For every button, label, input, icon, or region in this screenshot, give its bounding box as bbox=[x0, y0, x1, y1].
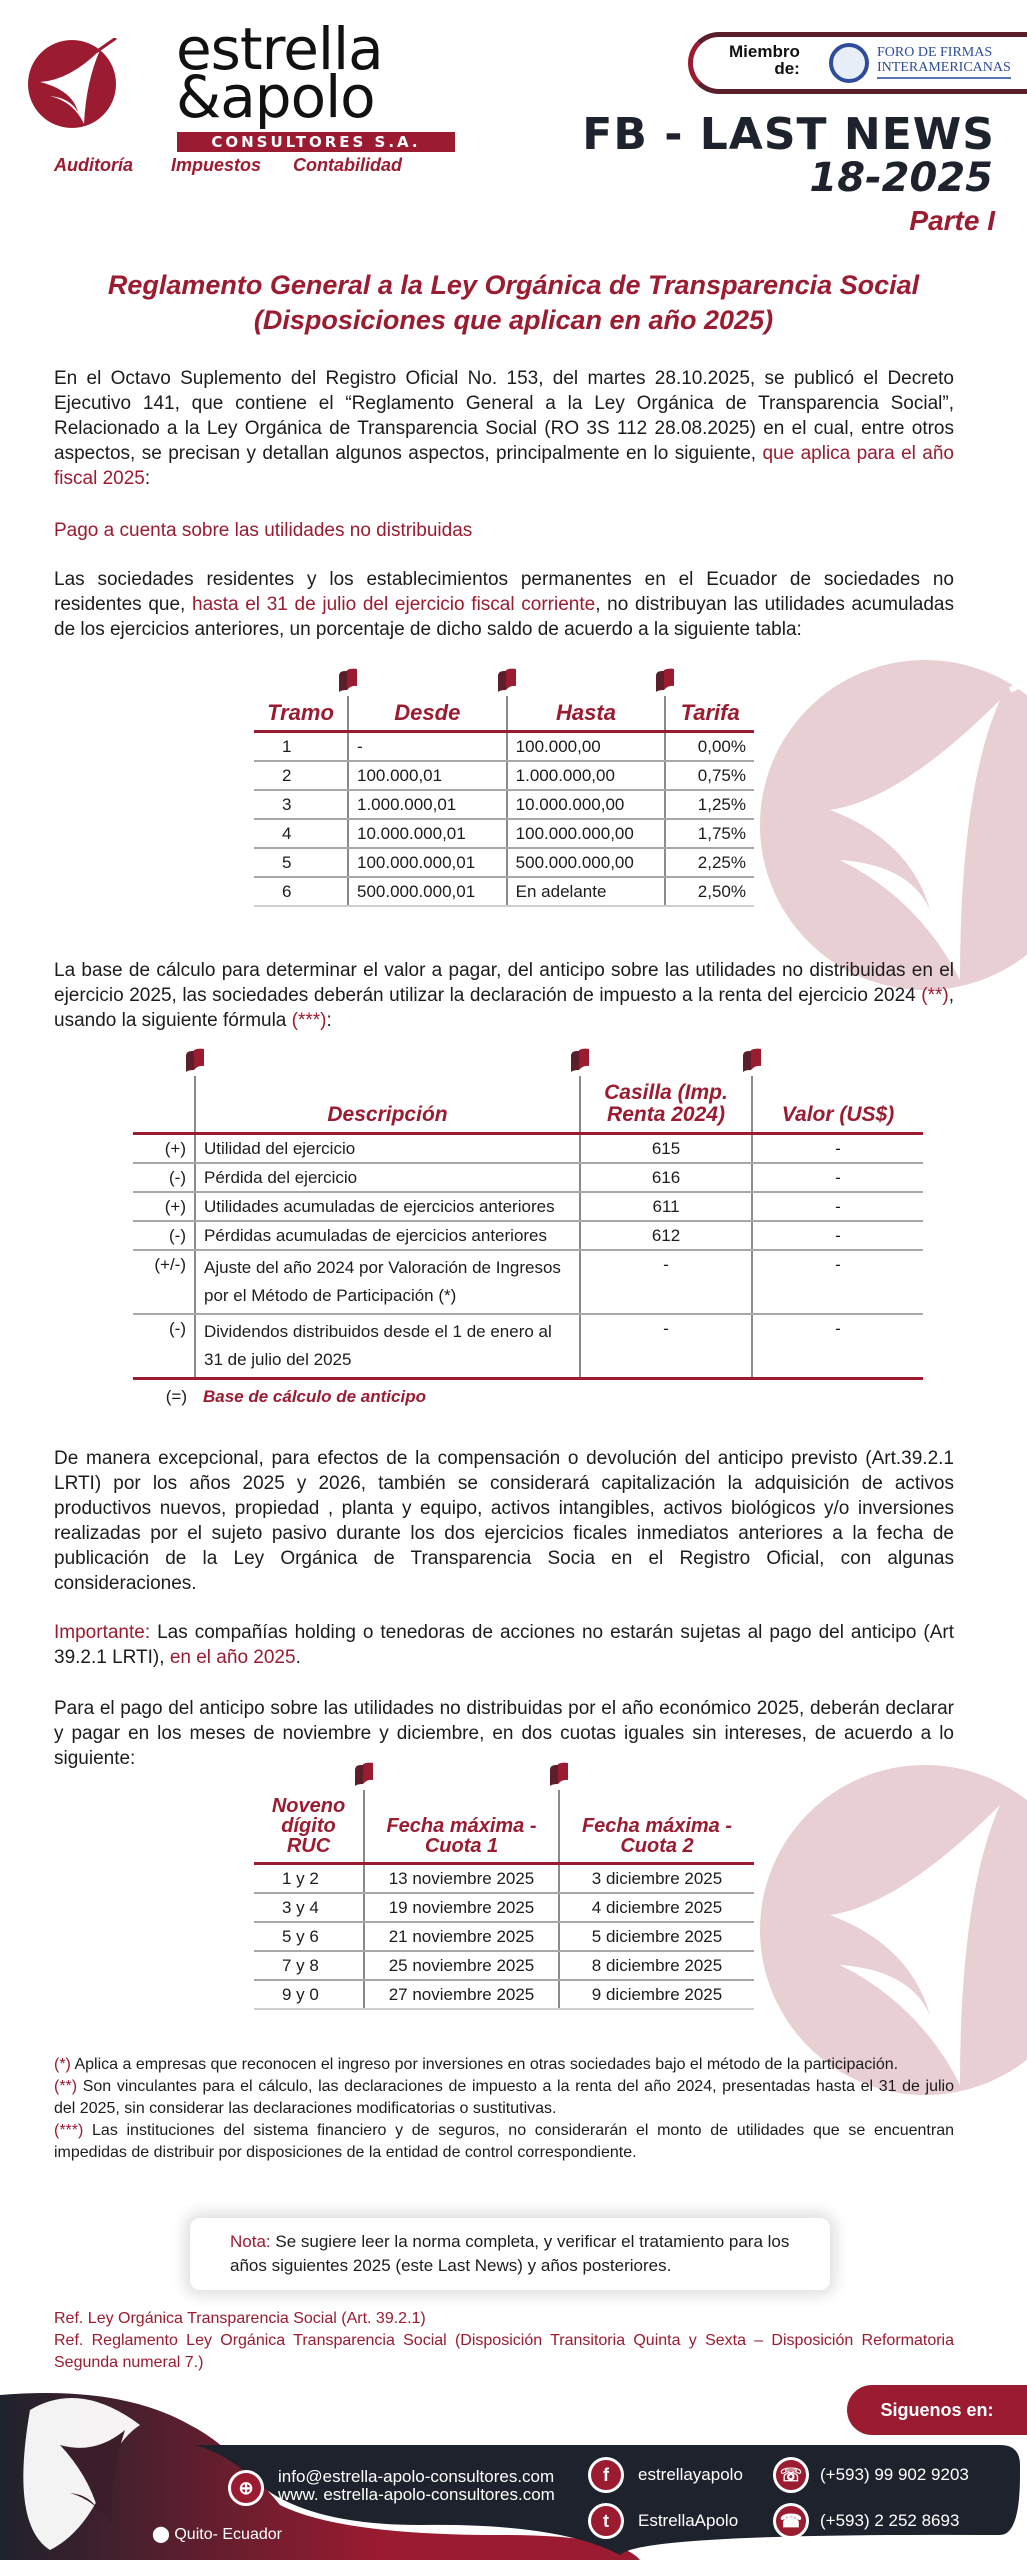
newsletter-title: FB - LAST NEWS bbox=[582, 109, 995, 160]
brand-subtitle: CONSULTORES S.A. bbox=[177, 132, 455, 152]
exceptional-paragraph: De manera excepcional, para efectos de la compensación o devolución del anticipo previsto (Art.39.2.1 LRTI) por los años 2025 y 2026, también se considerará capitalización la adquisición de activos productivos nuevos, propiedad , planta y equipo, activos intangibles, activos biológicos y/o inversiones realizadas por el sujeto pasivo durante los dos ejercicios ficales inmediatos anteriores a la fecha de publicación de la Ley Orgánica de Transparencia Socia en el Registro Oficial, con algunas consideraciones. bbox=[54, 1448, 954, 1594]
table-row: (+/-) Ajuste del año 2024 por Valoración de Ingresos por el Método de Participación (*) - - bbox=[133, 1250, 923, 1314]
member-org-name: FORO DE FIRMAS INTERAMERICANAS bbox=[877, 45, 1011, 79]
footer bbox=[0, 2385, 1027, 2560]
location: ⬤ Quito- Ecuador bbox=[152, 2526, 282, 2543]
footnote: (***) Las instituciones del sistema financiero y de seguros, no considerarán el monto de utilidades que se encuentran impedidas de distribuir por disposiciones de la entidad de control correspondiente. bbox=[54, 2122, 954, 2161]
table-row: 5 100.000.000,01 500.000.000,00 2,25% bbox=[254, 848, 754, 877]
facebook-icon: f bbox=[588, 2457, 624, 2493]
contact-website[interactable]: www. estrella-apolo-consultores.com bbox=[278, 2485, 555, 2504]
header-cuota1: Fecha máxima - Cuota 1 bbox=[364, 1790, 559, 1864]
article-title: Reglamento General a la Ley Orgánica de Transparencia Social (Disposiciones que aplican en año 2025) bbox=[107, 270, 920, 335]
phone-icon: ☎ bbox=[773, 2503, 809, 2539]
newsletter-heading bbox=[582, 109, 995, 240]
whatsapp-icon: ☏ bbox=[773, 2457, 809, 2493]
table-row: 6 500.000.000,01 En adelante 2,50% bbox=[254, 877, 754, 906]
header-desde: Desde bbox=[348, 696, 507, 732]
whatsapp-number[interactable]: (+593) 99 902 9203 bbox=[820, 2465, 969, 2484]
header-hasta: Hasta bbox=[507, 696, 666, 732]
flag-icon bbox=[337, 668, 359, 694]
header-descripcion: Descripción bbox=[195, 1076, 580, 1134]
header-cuota2: Fecha máxima - Cuota 2 bbox=[559, 1790, 754, 1864]
base-paragraph: La base de cálculo para determinar el valor a pagar, del anticipo sobre las utilidades no distribuidas en el ejercicio 2025, las sociedades deberán utilizar la declaración de impuesto a la renta del ejercicio 2024 (**), usando la siguiente fórmula (***): bbox=[54, 960, 954, 1031]
flag-icon bbox=[353, 1762, 375, 1788]
twitter-icon: t bbox=[588, 2503, 624, 2539]
header-casilla: Casilla (Imp. Renta 2024) bbox=[580, 1076, 752, 1134]
table-row: (-) Dividendos distribuidos desde el 1 de enero al 31 de julio del 2025 - - bbox=[133, 1314, 923, 1379]
services-list bbox=[54, 155, 402, 176]
flag-icon bbox=[496, 668, 518, 694]
total-row: (=) Base de cálculo de anticipo bbox=[165, 1387, 426, 1406]
flag-icon bbox=[741, 1048, 763, 1074]
contact-email[interactable]: info@estrella-apolo-consultores.com bbox=[278, 2467, 555, 2486]
service-auditoria: Auditoría bbox=[54, 155, 133, 175]
twitter-handle[interactable]: EstrellaApolo bbox=[638, 2511, 739, 2530]
logo-mark-icon bbox=[760, 660, 1027, 990]
part-label: Parte I bbox=[909, 205, 995, 236]
service-contabilidad: Contabilidad bbox=[293, 155, 403, 175]
brand-name-line2: &apolo bbox=[176, 63, 375, 131]
flag-icon bbox=[654, 668, 676, 694]
rate-table bbox=[254, 696, 754, 907]
footnotes bbox=[54, 2054, 954, 2164]
header-sign bbox=[133, 1076, 195, 1134]
flag-icon bbox=[184, 1048, 206, 1074]
reference-item: Ref. Ley Orgánica Transparencia Social (Art. 39.2.1) bbox=[54, 2310, 426, 2327]
residents-paragraph: Las sociedades residentes y los establecimientos permanentes en el Ecuador de sociedades no residentes que, hasta el 31 de julio del ejercicio fiscal corriente, no distribuyan las utilidades acumuladas de los ejercicios anteriores, un porcentaje de dicho saldo de acuerdo a la siguiente tabla: bbox=[54, 569, 954, 640]
flag-icon bbox=[569, 1048, 591, 1074]
table-row: 4 10.000.000,01 100.000.000,00 1,75% bbox=[254, 819, 754, 848]
watermark-logo bbox=[760, 660, 1027, 990]
facebook-handle[interactable]: estrellayapolo bbox=[638, 2465, 743, 2484]
follow-us-label: Siguenos en: bbox=[847, 2385, 1027, 2435]
section-subheading: Pago a cuenta sobre las utilidades no distribuidas bbox=[54, 520, 473, 541]
table-row: (+) Utilidades acumuladas de ejercicios anteriores 611 - bbox=[133, 1192, 923, 1221]
table-row: 2 100.000,01 1.000.000,00 0,75% bbox=[254, 761, 754, 790]
header-valor: Valor (US$) bbox=[752, 1076, 923, 1134]
foro-logo-icon bbox=[829, 43, 869, 83]
intro-paragraph: En el Octavo Suplemento del Registro Oficial No. 153, del martes 28.10.2025, se publicó el Decreto Ejecutivo 141, que contiene el “Reglamento General a la Ley Orgánica de Transparencia Social”, Relacionado a la Ley Orgánica de Transparencia Social (RO 3S 112 28.08.2025) en el cual, entre otros aspectos, se precisan y detallan algunos aspectos, principalmente en lo siguiente, que aplica para el año fiscal 2025: bbox=[54, 368, 954, 489]
footnote: (*) Aplica a empresas que reconocen el ingreso por inversiones en otras sociedades bajo el método de la participación. bbox=[54, 2056, 899, 2073]
logo-mark-icon bbox=[760, 1765, 1027, 2095]
table-row: (-) Pérdida del ejercicio 616 - bbox=[133, 1163, 923, 1192]
important-paragraph: Importante: Las compañías holding o tenedoras de acciones no estarán sujetas al pago del anticipo (Art 39.2.1 LRTI), en el año 2025. bbox=[54, 1622, 954, 1668]
brand-name-line1: estrella bbox=[176, 15, 383, 83]
member-label: Miembro de: bbox=[729, 42, 800, 78]
header-tarifa: Tarifa bbox=[665, 696, 754, 732]
globe-icon: ⊕ bbox=[228, 2470, 264, 2506]
table-row: 5 y 6 21 noviembre 2025 5 diciembre 2025 bbox=[254, 1922, 754, 1951]
header-ruc-digit: Noveno dígito RUC bbox=[254, 1790, 364, 1864]
issue-number: 18-2025 bbox=[809, 155, 993, 201]
table-row: 1 - 100.000,00 0,00% bbox=[254, 732, 754, 762]
references bbox=[54, 2308, 954, 2374]
service-impuestos: Impuestos bbox=[171, 155, 262, 175]
footnote: (**) Son vinculantes para el cálculo, las declaraciones de impuesto a la renta del año 2024, presentadas hasta el 31 de julio del 2025, sin considerar las declaraciones modificatorias o sustitutivas. bbox=[54, 2078, 954, 2117]
table-row: 3 y 4 19 noviembre 2025 4 diciembre 2025 bbox=[254, 1893, 754, 1922]
table-row: 9 y 0 27 noviembre 2025 9 diciembre 2025 bbox=[254, 1980, 754, 2009]
note-box: Nota: Se sugiere leer la norma completa, y verificar el tratamiento para los años siguientes 2025 (este Last News) y años posteriores. bbox=[190, 2218, 830, 2290]
payment-paragraph: Para el pago del anticipo sobre las utilidades no distribuidas por el año económico 2025, deberán declarar y pagar en los meses de noviembre y diciembre, en dos cuotas iguales sin intereses, de acuerdo a lo siguiente: bbox=[54, 1698, 954, 1769]
star-logo-icon bbox=[26, 38, 118, 130]
table-row: (+) Utilidad del ejercicio 615 - bbox=[133, 1134, 923, 1164]
formula-table bbox=[133, 1076, 923, 1410]
location-pin-icon: ⬤ bbox=[152, 2526, 175, 2543]
schedule-table bbox=[254, 1790, 754, 2010]
header-tramo: Tramo bbox=[254, 696, 348, 732]
member-badge bbox=[688, 32, 1027, 94]
company-logo bbox=[26, 15, 446, 175]
reference-item: Ref. Reglamento Ley Orgánica Transparencia Social (Disposición Transitoria Quinta y Sexta – Disposición Reformatoria Segunda numeral 7.) bbox=[54, 2332, 954, 2371]
flag-icon bbox=[548, 1762, 570, 1788]
phone-number[interactable]: (+593) 2 252 8693 bbox=[820, 2511, 960, 2530]
table-row: (-) Pérdidas acumuladas de ejercicios anteriores 612 - bbox=[133, 1221, 923, 1250]
table-row: 1 y 2 13 noviembre 2025 3 diciembre 2025 bbox=[254, 1864, 754, 1894]
watermark-logo bbox=[760, 1765, 1027, 2095]
table-row: 3 1.000.000,01 10.000.000,00 1,25% bbox=[254, 790, 754, 819]
table-row: 7 y 8 25 noviembre 2025 8 diciembre 2025 bbox=[254, 1951, 754, 1980]
